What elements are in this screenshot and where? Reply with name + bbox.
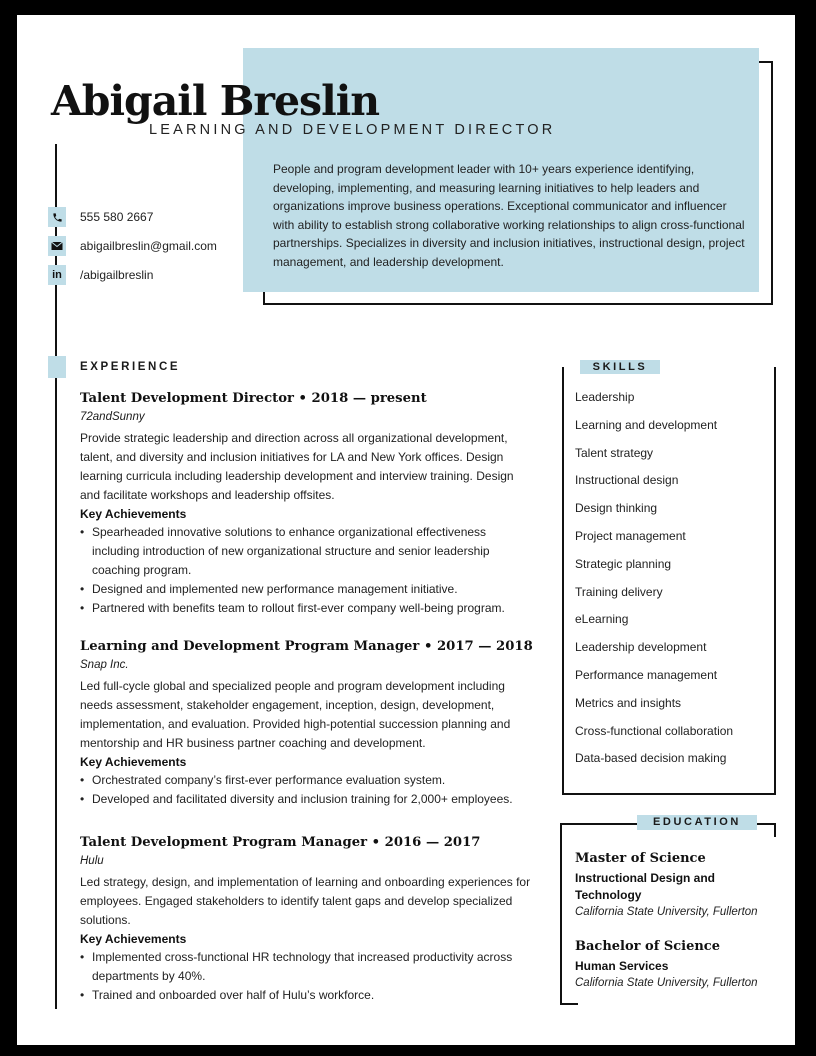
experience-heading: EXPERIENCE [80,361,181,373]
school-name: California State University, Fullerton [575,906,758,918]
key-achievements-label: Key Achievements [80,932,187,946]
achievement-item: • Trained and onboarded over half of Hulu’s workforce. [80,986,535,1005]
email-address[interactable]: abigailbreslin@gmail.com [80,239,217,253]
education-frame-edge [560,1003,578,1005]
skill-item: eLearning [575,612,629,627]
candidate-name: Abigail Breslin [51,77,380,125]
achievements-list [80,948,535,1005]
school-name: California State University, Fullerton [575,977,758,989]
skill-item: Strategic planning [575,556,672,571]
achievement-item: • Designed and implemented new performance management initiative. [80,580,535,599]
job-title: Talent Development Director • 2018 — present [80,391,427,406]
field-of-study: Human Services [575,959,669,973]
skill-item: Data-based decision making [575,751,727,766]
skills-list [575,387,733,776]
education-frame-gap [772,837,780,1007]
achievement-item: • Partnered with benefits team to rollout first-ever company well-being program. [80,599,535,618]
company-name: Snap Inc. [80,659,129,671]
skill-item: Metrics and insights [575,695,682,710]
achievement-item: • Spearheaded innovative solutions to enhance organizational effectiveness including introduction of new organizational structure and senior leadership coaching program. [80,523,535,580]
achievement-item: • Developed and facilitated diversity and inclusion training for 2,000+ employees. [80,790,535,809]
contact-phone [48,207,153,227]
mail-icon [48,236,66,256]
profile-summary: People and program development leader with 10+ years experience identifying, developing, implementing, and measuring learning initiatives to help leaders and organizations improve business operations. Exceptional communicator and influencer with ability to establish strong collaborative working relationships to align cross-functional partnerships. Specializes in diversity and inclusion initiatives, instructional design, project management, and leadership development. [273,162,745,269]
education-heading: EDUCATION [637,815,757,830]
field-of-study: Instructional Design and Technology [575,871,716,902]
contact-email [48,236,217,256]
job-title: Talent Development Program Manager • 2016 — 2017 [80,835,481,850]
resume-page [14,12,798,1048]
job-description: Led full-cycle global and specialized people and program development including needs assessment, stakeholder engagement, inception, design, development, implementation, and evaluation. Provided high-potential succession planning and mentorship and HR business partner coaching and development. [80,679,511,750]
job-entry [80,391,535,618]
phone-number: 555 580 2667 [80,210,154,224]
linkedin-handle[interactable]: /abigailbreslin [80,268,154,282]
key-achievements-label: Key Achievements [80,507,187,521]
skill-item: Instructional design [575,473,679,488]
degree-name: Bachelor of Science [575,939,720,954]
section-marker [48,356,66,378]
achievements-list [80,523,535,618]
job-title: Learning and Development Program Manager • 2017 — 2018 [80,639,533,654]
achievements-list [80,771,535,809]
education-entry [575,851,770,921]
linkedin-icon: in [48,265,66,285]
education-entry [575,939,770,992]
job-entry [80,639,535,809]
company-name: 72andSunny [80,411,145,423]
phone-icon [48,207,66,227]
company-name: Hulu [80,855,104,867]
contact-linkedin [48,265,153,285]
skill-item: Project management [575,528,686,543]
achievement-item: • Orchestrated company’s first-ever performance evaluation system. [80,771,535,790]
job-title-headline: LEARNING AND DEVELOPMENT DIRECTOR [149,122,556,138]
skill-item: Leadership development [575,640,707,655]
skill-item: Performance management [575,667,718,682]
job-description: Led strategy, design, and implementation of learning and onboarding experiences for employees. Engaged stakeholders to identify talent gaps and develop specialized solutions. [80,875,531,927]
skill-item: Talent strategy [575,445,654,460]
skill-item: Design thinking [575,501,658,516]
skill-item: Leadership [575,390,635,404]
achievement-item: • Implemented cross-functional HR technology that increased productivity across departments by 40%. [80,948,535,986]
skill-item: Training delivery [575,584,663,599]
skill-item: Cross-functional collaboration [575,723,734,738]
skill-item: Learning and development [575,417,718,432]
job-description: Provide strategic leadership and direction across all organizational development, talent, and diversity and inclusion initiatives for LA and New York offices. Design learning curricula including leadership development and interview training. Design and facilitate workshops and leadership offsites. [80,431,514,502]
job-entry [80,835,535,1005]
key-achievements-label: Key Achievements [80,755,187,769]
degree-name: Master of Science [575,851,706,866]
skills-heading: SKILLS [580,360,660,374]
